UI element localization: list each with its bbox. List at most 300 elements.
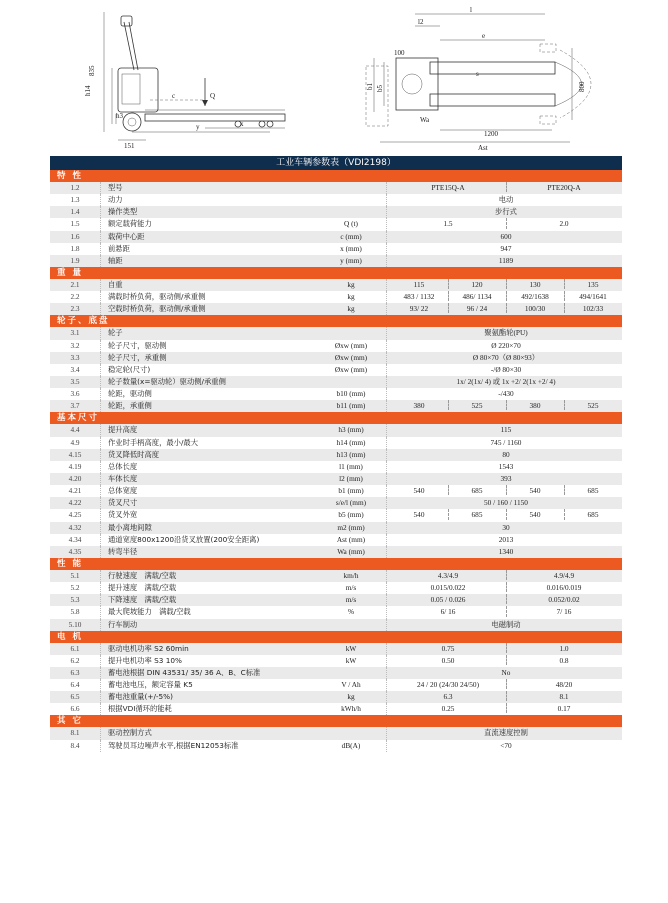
spec-row — [50, 655, 622, 667]
row-unit: b1 (mm) — [338, 486, 364, 496]
row-unit: b11 (mm) — [336, 401, 366, 411]
row-value: 0.17 — [557, 704, 571, 714]
spec-sheet — [50, 156, 622, 752]
row-label: 车体长度 — [108, 473, 138, 483]
row-unit: kW — [345, 643, 357, 653]
row-unit: b10 (mm) — [336, 389, 366, 399]
row-unit: h3 (mm) — [338, 425, 364, 435]
spec-row — [50, 570, 622, 582]
row-number: 4.32 — [68, 522, 82, 532]
column-divider — [100, 461, 101, 473]
value-separator — [448, 291, 449, 301]
column-divider — [386, 364, 387, 376]
row-label: 稳定轮(尺寸) — [108, 364, 151, 374]
row-value: PTE20Q-A — [547, 183, 581, 192]
row-number: 1.5 — [70, 219, 80, 229]
column-divider — [386, 255, 387, 267]
row-value: 135 — [587, 279, 599, 289]
row-value: 115 — [500, 425, 512, 435]
column-divider — [386, 619, 387, 631]
spec-row — [50, 206, 622, 218]
row-value: 电动 — [498, 195, 514, 205]
column-divider — [386, 485, 387, 497]
column-divider — [100, 424, 101, 436]
dim-b5-label: b5 — [376, 85, 384, 92]
column-divider — [386, 388, 387, 400]
row-number: 4.4 — [70, 425, 80, 435]
dim-y-label: y — [196, 123, 200, 131]
row-value: 115 — [413, 279, 425, 289]
column-divider — [386, 534, 387, 546]
row-label: 提升速度 满载/空载 — [108, 583, 177, 593]
dim-h3-label: h3 — [116, 112, 123, 120]
table-title: 工业车辆参数表（VDI2198） — [50, 156, 622, 170]
column-divider — [386, 437, 387, 449]
spec-row — [50, 437, 622, 449]
row-value: 50 / 160 / 1150 — [484, 498, 528, 508]
row-value: 0.25 — [441, 704, 455, 714]
column-divider — [100, 206, 101, 218]
technical-drawings — [0, 0, 668, 156]
row-value: 492/1638 — [521, 292, 549, 302]
value-separator — [564, 485, 565, 495]
column-divider — [386, 424, 387, 436]
row-value: 48/20 — [555, 680, 573, 690]
row-unit: Wa (mm) — [337, 546, 365, 556]
row-value: <70 — [500, 740, 512, 750]
row-unit: dB(A) — [341, 740, 361, 750]
spec-row — [50, 606, 622, 618]
column-divider — [100, 582, 101, 594]
column-divider — [100, 727, 101, 739]
column-divider — [100, 303, 101, 315]
row-unit: kg — [347, 279, 355, 289]
spec-row — [50, 522, 622, 534]
dim-151-label: 151 — [124, 142, 135, 150]
column-divider — [100, 243, 101, 255]
row-label: 提升高度 — [108, 425, 138, 435]
column-divider — [100, 182, 101, 194]
column-divider — [386, 727, 387, 739]
spec-row — [50, 327, 622, 339]
row-value: 100/30 — [524, 304, 546, 314]
row-value: No — [501, 667, 511, 677]
row-label: 提升电机功率 S3 10% — [108, 655, 182, 665]
row-number: 3.2 — [70, 340, 80, 350]
column-divider — [386, 667, 387, 679]
dim-ast-label: Ast — [478, 144, 488, 152]
value-separator — [506, 279, 507, 289]
spec-row — [50, 594, 622, 606]
row-value: 2.0 — [559, 219, 569, 229]
row-unit: km/h — [343, 570, 359, 580]
row-value: 0.8 — [559, 655, 569, 665]
dim-q-label: Q — [210, 92, 216, 100]
row-number: 4.25 — [68, 510, 82, 520]
value-separator — [506, 182, 507, 192]
spec-row — [50, 400, 622, 412]
column-divider — [386, 340, 387, 352]
value-separator — [448, 400, 449, 410]
column-divider — [100, 606, 101, 618]
row-number: 6.3 — [70, 667, 80, 677]
row-number: 4.35 — [68, 546, 82, 556]
row-number: 6.1 — [70, 643, 80, 653]
column-divider — [100, 643, 101, 655]
row-value: 80 — [502, 449, 510, 459]
column-divider — [100, 231, 101, 243]
row-number: 4.15 — [68, 449, 82, 459]
row-value: 380 — [413, 401, 425, 411]
spec-row — [50, 619, 622, 631]
row-value: 600 — [500, 231, 512, 241]
column-divider — [100, 194, 101, 206]
row-unit: Øxw (mm) — [334, 352, 368, 362]
row-number: 2.2 — [70, 292, 80, 302]
row-value: 1.0 — [559, 643, 569, 653]
row-number: 1.6 — [70, 231, 80, 241]
spec-row — [50, 679, 622, 691]
dim-c-label: c — [172, 92, 176, 100]
value-separator — [448, 279, 449, 289]
row-value: 745 / 1160 — [490, 437, 522, 447]
row-number: 2.1 — [70, 279, 80, 289]
spec-row — [50, 485, 622, 497]
value-separator — [564, 509, 565, 519]
dim-e-label: e — [482, 32, 486, 40]
row-label: 货叉尺寸 — [108, 498, 138, 508]
column-divider — [100, 364, 101, 376]
column-divider — [100, 619, 101, 631]
row-unit: m/s — [345, 595, 357, 605]
spec-row — [50, 727, 622, 739]
spec-row — [50, 509, 622, 521]
row-value: 96 / 24 — [466, 304, 488, 314]
row-number: 3.4 — [70, 364, 80, 374]
value-separator — [564, 291, 565, 301]
value-separator — [506, 643, 507, 653]
row-value: 525 — [587, 401, 599, 411]
row-number: 1.3 — [70, 195, 80, 205]
value-separator — [506, 606, 507, 616]
row-number: 1.8 — [70, 243, 80, 253]
spec-row — [50, 497, 622, 509]
column-divider — [386, 206, 387, 218]
row-unit: kg — [347, 692, 355, 702]
column-divider — [386, 243, 387, 255]
dim-s-label: s — [476, 70, 479, 78]
row-value: 8.1 — [559, 692, 569, 702]
spec-row — [50, 255, 622, 267]
row-value: 525 — [471, 401, 483, 411]
row-value: 0.052/0.02 — [548, 595, 580, 605]
column-divider — [386, 691, 387, 703]
value-separator — [506, 655, 507, 665]
section-header: 电 机 — [50, 631, 622, 643]
column-divider — [386, 570, 387, 582]
row-label: 货叉外宽 — [108, 510, 138, 520]
spec-row — [50, 243, 622, 255]
row-value: 0.50 — [441, 655, 455, 665]
column-divider — [386, 740, 387, 752]
column-divider — [386, 522, 387, 534]
row-value: PTE15Q-A — [431, 183, 465, 192]
row-label: 总体长度 — [108, 461, 138, 471]
row-value: 380 — [529, 401, 541, 411]
dim-b1-label: b1 — [366, 83, 374, 90]
column-divider — [100, 291, 101, 303]
row-label: 自重 — [108, 279, 123, 289]
value-separator — [506, 570, 507, 580]
row-number: 4.20 — [68, 473, 82, 483]
row-label: 动力 — [108, 195, 123, 205]
value-separator — [448, 485, 449, 495]
row-label: 轮距，驱动侧 — [108, 389, 152, 399]
row-number: 4.34 — [68, 534, 82, 544]
row-value: 486/ 1134 — [462, 292, 492, 302]
row-label: 轴距 — [108, 255, 123, 265]
column-divider — [386, 327, 387, 339]
row-label: 货叉降低时高度 — [108, 449, 160, 459]
row-number: 6.2 — [70, 655, 80, 665]
row-unit: kg — [347, 292, 355, 302]
row-value: 24 / 20 (24/30 24/50) — [416, 680, 480, 690]
spec-row — [50, 424, 622, 436]
spec-row — [50, 388, 622, 400]
column-divider — [100, 352, 101, 364]
dim-835-label: 835 — [88, 65, 96, 76]
column-divider — [386, 182, 387, 194]
row-label: 满载时桥负荷，驱动侧/承重侧 — [108, 292, 206, 302]
row-value: 393 — [500, 473, 512, 483]
row-label: 蓄电池电压，额定容量 K5 — [108, 680, 193, 690]
value-separator — [506, 218, 507, 228]
row-value: 2013 — [498, 534, 514, 544]
column-divider — [386, 291, 387, 303]
value-separator — [448, 303, 449, 313]
row-value: 1189 — [498, 255, 514, 265]
row-number: 5.1 — [70, 570, 80, 580]
column-divider — [386, 303, 387, 315]
column-divider — [100, 327, 101, 339]
value-separator — [506, 303, 507, 313]
row-value: 540 — [529, 486, 541, 496]
column-divider — [100, 340, 101, 352]
row-unit: Ast (mm) — [336, 534, 366, 544]
column-divider — [386, 449, 387, 461]
row-value: 0.015/0.022 — [430, 583, 466, 593]
row-value: Ø 80×70（Ø 80×93） — [472, 352, 540, 362]
column-divider — [386, 376, 387, 388]
column-divider — [386, 352, 387, 364]
dim-1200-label: 1200 — [484, 130, 498, 138]
row-value: 6.3 — [443, 692, 453, 702]
row-number: 5.2 — [70, 583, 80, 593]
column-divider — [386, 582, 387, 594]
row-value: 1x/ 2(1x/ 4) 或 1x +2/ 2(1x +2/ 4) — [456, 376, 556, 386]
row-value: 685 — [471, 486, 483, 496]
row-number: 4.19 — [68, 461, 82, 471]
value-separator — [506, 703, 507, 713]
row-value: 483 / 1132 — [403, 292, 435, 302]
spec-row — [50, 231, 622, 243]
row-label: 轮子尺寸，驱动侧 — [108, 340, 167, 350]
column-divider — [386, 594, 387, 606]
column-divider — [386, 497, 387, 509]
column-divider — [386, 546, 387, 558]
row-unit: b5 (mm) — [338, 510, 364, 520]
column-divider — [100, 485, 101, 497]
value-separator — [506, 691, 507, 701]
row-value: 685 — [587, 510, 599, 520]
row-value: 0.75 — [441, 643, 455, 653]
value-separator — [448, 509, 449, 519]
column-divider — [100, 703, 101, 715]
spec-row — [50, 534, 622, 546]
row-value: 1340 — [498, 546, 514, 556]
column-divider — [100, 218, 101, 230]
column-divider — [100, 400, 101, 412]
row-number: 4.9 — [70, 437, 80, 447]
row-number: 8.1 — [70, 728, 80, 738]
section-header: 性 能 — [50, 558, 622, 570]
row-label: 前悬距 — [108, 243, 130, 253]
row-label: 通道宽度800x1200沿货叉放置(200安全距离) — [108, 534, 260, 544]
value-separator — [506, 400, 507, 410]
spec-row — [50, 340, 622, 352]
column-divider — [386, 400, 387, 412]
column-divider — [386, 194, 387, 206]
row-number: 8.4 — [70, 740, 80, 750]
column-divider — [386, 509, 387, 521]
row-value: -/430 — [498, 389, 514, 399]
spec-row — [50, 218, 622, 230]
column-divider — [100, 679, 101, 691]
column-divider — [100, 497, 101, 509]
column-divider — [100, 546, 101, 558]
row-label: 总体宽度 — [108, 486, 138, 496]
column-divider — [100, 509, 101, 521]
side-view-drawing — [84, 12, 285, 150]
row-label: 操作类型 — [108, 207, 138, 217]
spec-row — [50, 582, 622, 594]
row-value: 130 — [529, 279, 541, 289]
row-value: 685 — [587, 486, 599, 496]
row-unit: kg — [347, 304, 355, 314]
column-divider — [100, 522, 101, 534]
spec-row — [50, 279, 622, 291]
dim-x-label: x — [240, 120, 244, 128]
row-unit: % — [347, 607, 355, 617]
row-unit: m/s — [345, 583, 357, 593]
row-value: 120 — [471, 279, 483, 289]
row-value: -/Ø 80×30 — [490, 364, 522, 374]
value-separator — [564, 279, 565, 289]
row-unit: x (mm) — [340, 243, 362, 253]
row-value: 0.016/0.019 — [546, 583, 582, 593]
row-label: 根据VDI循环的能耗 — [108, 704, 172, 714]
row-unit: c (mm) — [340, 231, 362, 241]
row-label: 额定载荷能力 — [108, 219, 152, 229]
row-unit: h13 (mm) — [336, 449, 366, 459]
value-separator — [506, 594, 507, 604]
column-divider — [386, 655, 387, 667]
value-separator — [506, 291, 507, 301]
row-unit: kW — [345, 655, 357, 665]
row-number: 6.5 — [70, 692, 80, 702]
dim-l-label: l — [470, 6, 472, 14]
spec-row — [50, 667, 622, 679]
row-label: 作业时手柄高度，最小/最大 — [108, 437, 199, 447]
row-label: 空载时桥负荷，驱动侧/承重侧 — [108, 304, 206, 314]
section-header: 重 量 — [50, 267, 622, 279]
row-unit: l2 (mm) — [339, 473, 363, 483]
spec-row — [50, 461, 622, 473]
row-value: 4.3/4.9 — [437, 570, 459, 580]
row-value: 540 — [529, 510, 541, 520]
column-divider — [386, 218, 387, 230]
spec-row — [50, 352, 622, 364]
row-number: 1.9 — [70, 255, 80, 265]
row-number: 3.6 — [70, 389, 80, 399]
row-value: 494/1641 — [579, 292, 607, 302]
column-divider — [386, 461, 387, 473]
row-value: 步行式 — [495, 207, 517, 217]
row-unit: Q (t) — [344, 219, 358, 229]
row-value: 4.9/4.9 — [553, 570, 575, 580]
row-label: 驾驶员耳边噪声水平,根据EN12053标准 — [108, 740, 239, 750]
row-number: 5.3 — [70, 595, 80, 605]
column-divider — [100, 279, 101, 291]
value-separator — [506, 485, 507, 495]
row-unit: Øxw (mm) — [334, 364, 368, 374]
row-value: 1543 — [498, 461, 514, 471]
row-label: 最大爬坡能力 满载/空载 — [108, 607, 191, 617]
column-divider — [386, 473, 387, 485]
column-divider — [100, 255, 101, 267]
row-label: 轮子 — [108, 328, 123, 338]
row-value: 6/ 16 — [440, 607, 456, 617]
spec-row — [50, 473, 622, 485]
spec-row — [50, 546, 622, 558]
spec-row — [50, 303, 622, 315]
row-unit: s/e/l (mm) — [335, 498, 367, 508]
column-divider — [100, 740, 101, 752]
row-value: 947 — [500, 243, 512, 253]
row-unit: Øxw (mm) — [334, 340, 368, 350]
row-label: 蓄电池重量(+/-5%) — [108, 692, 173, 702]
row-number: 4.22 — [68, 498, 82, 508]
column-divider — [100, 388, 101, 400]
row-unit: m2 (mm) — [337, 522, 365, 532]
row-number: 3.7 — [70, 401, 80, 411]
column-divider — [386, 679, 387, 691]
row-number: 6.6 — [70, 704, 80, 714]
row-label: 轮子数量(x=驱动轮）驱动侧/承重侧 — [108, 376, 226, 386]
dim-wa-label: Wa — [420, 116, 430, 124]
section-header: 基本尺寸 — [50, 412, 622, 424]
row-label: 驱动电机功率 S2 60min — [108, 643, 189, 653]
row-number: 6.4 — [70, 680, 80, 690]
spec-row — [50, 643, 622, 655]
section-header: 轮子、底盘 — [50, 315, 622, 327]
row-value: 7/ 16 — [556, 607, 572, 617]
column-divider — [100, 437, 101, 449]
column-divider — [100, 534, 101, 546]
row-number: 3.3 — [70, 352, 80, 362]
spec-row — [50, 182, 622, 194]
column-divider — [100, 594, 101, 606]
